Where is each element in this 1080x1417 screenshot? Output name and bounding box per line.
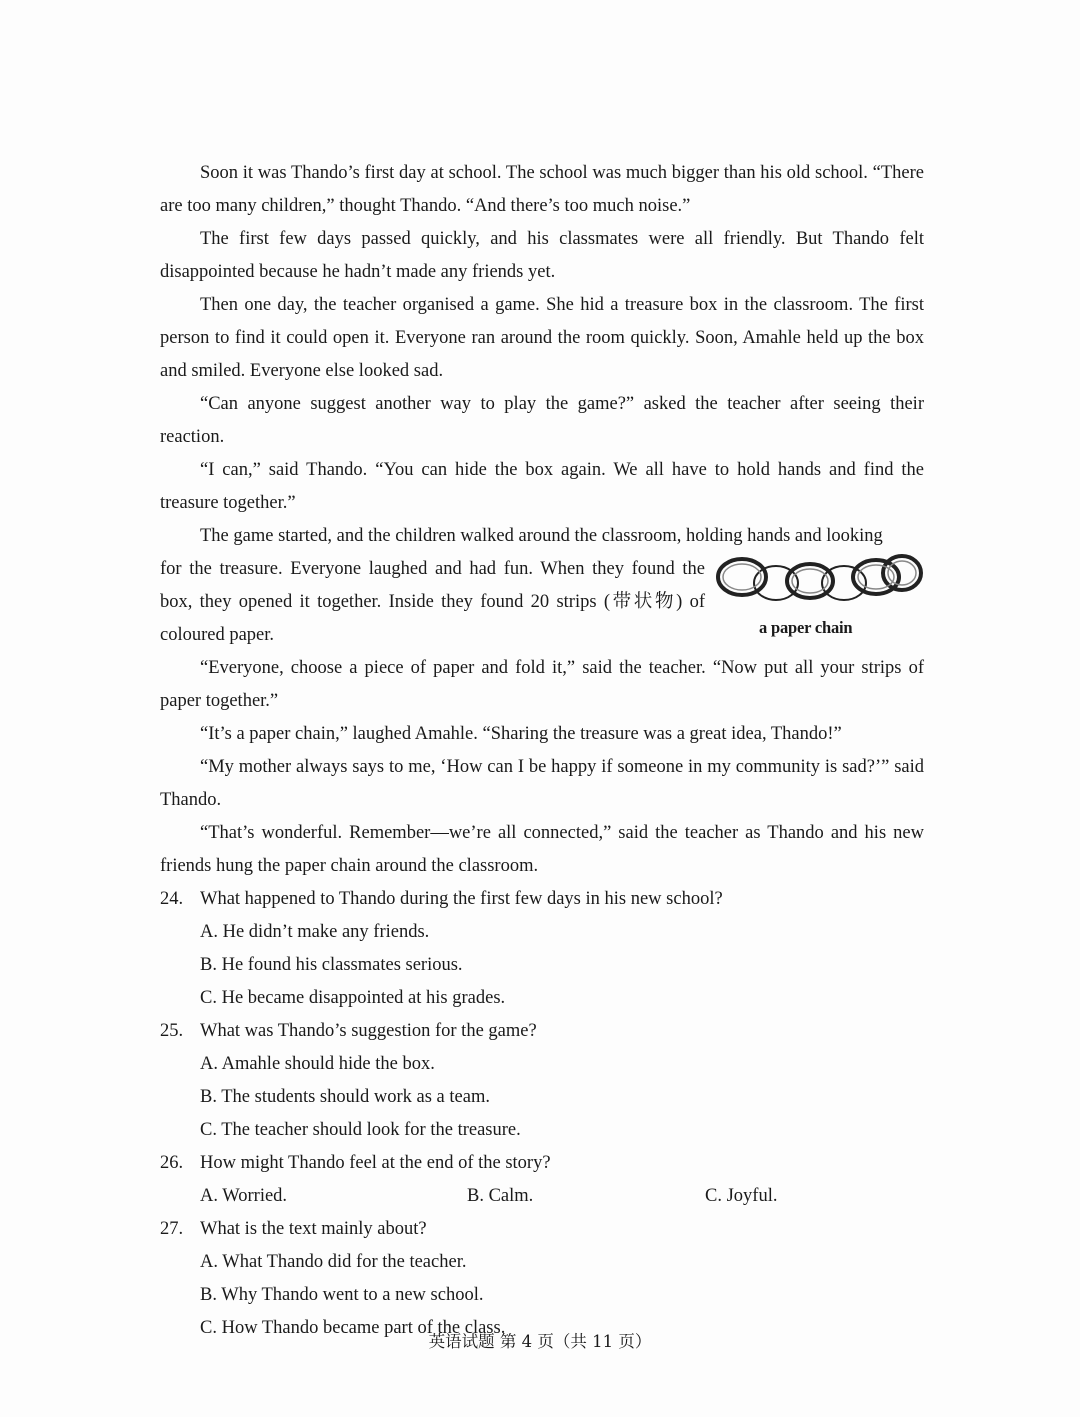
options-row — [160, 1180, 924, 1213]
paragraph: “Everyone, choose a piece of paper and fold it,” said the teacher. “Now put all your strips of paper together.” — [160, 658, 924, 711]
paper-chain-figure — [714, 553, 924, 653]
question-number: 27. — [160, 1219, 184, 1239]
option-c[interactable]: C. Joyful. — [705, 1186, 778, 1206]
figure-caption: a paper chain — [759, 618, 853, 637]
option-a[interactable]: A. Amahle should hide the box. — [200, 1054, 435, 1074]
question-text: What is the text mainly about? — [200, 1219, 427, 1239]
paragraph: “I can,” said Thando. “You can hide the box again. We all have to hold hands and find the treasure together.” — [160, 460, 924, 513]
page-footer: 英语试题 第 4 页（共 11 页） — [428, 1332, 652, 1351]
option-b[interactable]: B. He found his classmates serious. — [200, 955, 463, 975]
reading-passage — [160, 157, 924, 1345]
paragraph-with-figure — [160, 520, 924, 652]
option-b[interactable]: B. Why Thando went to a new school. — [200, 1285, 484, 1305]
paper-chain-illustration — [714, 553, 924, 613]
paragraph: “My mother always says to me, ‘How can I be happy if someone in my community is sad?’” said Thando. — [160, 757, 924, 810]
paragraph: “That’s wonderful. Remember—we’re all connected,” said the teacher as Thando and his new friends hung the paper chain around the classroom. — [160, 823, 924, 876]
paragraph: The game started, and the children walked around the classroom, holding hands and looking — [200, 526, 883, 546]
option-c[interactable]: C. How Thando became part of the class. — [200, 1318, 506, 1338]
option-a[interactable]: A. What Thando did for the teacher. — [200, 1252, 467, 1272]
question-stem — [160, 1213, 924, 1246]
paragraph: The first few days passed quickly, and his classmates were all friendly. But Thando felt disappointed because he hadn’t made any friends yet. — [160, 229, 924, 282]
question-stem — [160, 1147, 924, 1180]
question-number: 24. — [160, 889, 184, 909]
paragraph: “Can anyone suggest another way to play the game?” asked the teacher after seeing their reaction. — [160, 394, 924, 447]
question-24 — [160, 883, 924, 1015]
question-26 — [160, 1147, 924, 1213]
question-number: 25. — [160, 1021, 184, 1041]
question-stem — [160, 1015, 924, 1048]
paragraph: Soon it was Thando’s first day at school. The school was much bigger than his old school. “There are too many children,” thought Thando. “And there’s too much noise.” — [160, 163, 924, 216]
question-stem — [160, 883, 924, 916]
question-text: What happened to Thando during the first few days in his new school? — [200, 889, 723, 909]
paragraph: “It’s a paper chain,” laughed Amahle. “Sharing the treasure was a great idea, Thando!” — [200, 724, 842, 744]
question-text: How might Thando feel at the end of the story? — [200, 1153, 551, 1173]
option-b[interactable]: B. Calm. — [467, 1186, 534, 1206]
question-27 — [160, 1213, 924, 1345]
paragraph-continued: for the treasure. Everyone laughed and had fun. When they found the box, they opened it together. Inside they found 20 strips (带状物) of coloured paper. — [160, 559, 705, 645]
question-text: What was Thando’s suggestion for the game? — [200, 1021, 537, 1041]
option-c[interactable]: C. He became disappointed at his grades. — [200, 988, 506, 1008]
option-a[interactable]: A. He didn’t make any friends. — [200, 922, 430, 942]
question-25 — [160, 1015, 924, 1147]
option-c[interactable]: C. The teacher should look for the treasure. — [200, 1120, 521, 1140]
question-number: 26. — [160, 1153, 184, 1173]
paragraph: Then one day, the teacher organised a game. She hid a treasure box in the classroom. The first person to find it could open it. Everyone ran around the room quickly. Soon, Amahle held up the box and smiled. Everyone else looked sad. — [160, 295, 924, 381]
option-b[interactable]: B. The students should work as a team. — [200, 1087, 490, 1107]
option-a[interactable]: A. Worried. — [200, 1186, 288, 1206]
